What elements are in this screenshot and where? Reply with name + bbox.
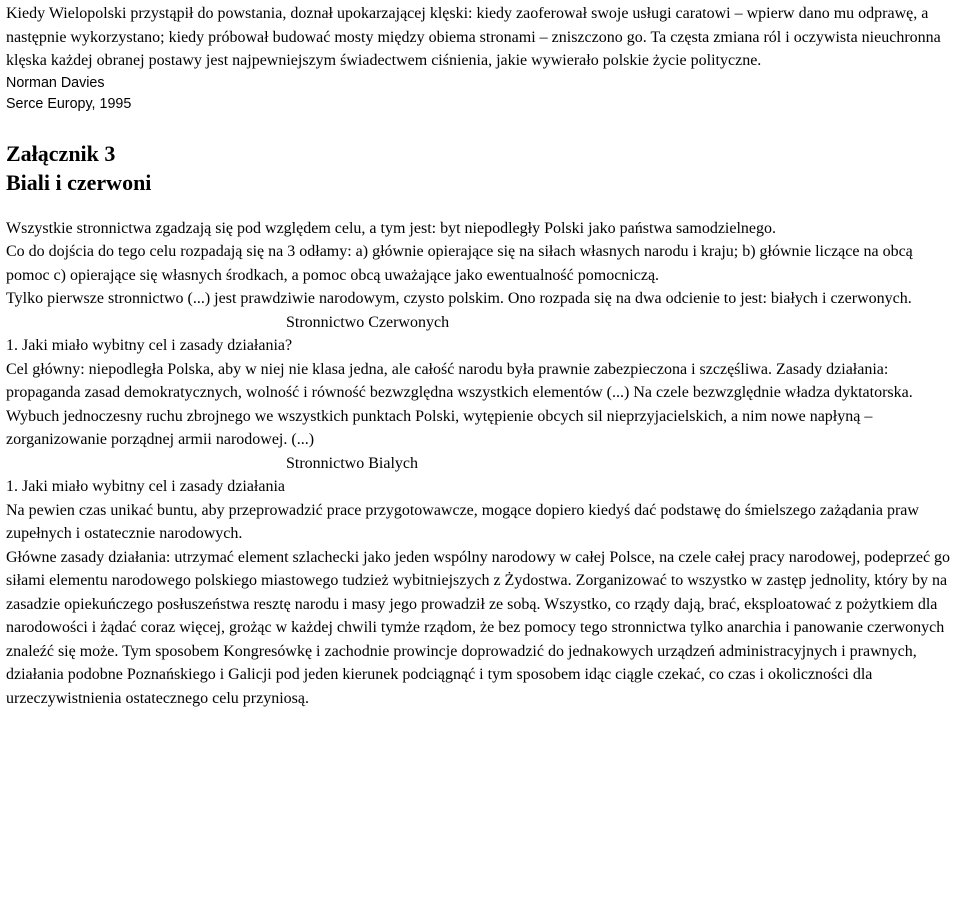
quote-source: Serce Europy, 1995 (6, 95, 132, 112)
reds-heading: Stronnictwo Czerwonych (286, 313, 450, 331)
whites-answer-2: Główne zasady działania: utrzymać element szlachecki jako jeden wspólny narodowy w całej Polsce, na czele całej pracy narodowej, podeprzeć go siłami elementu narodowego polskiego miastowego tudzież wybitniejszych z Żydostwa. Zorganizować to wszystko w zastęp jednolity, który by na zasadzie opiekuńczego posłuszeństwa resztę narodu i masy jego prowadził ze sobą. Wszystko, co rządy dają, brać, eksploatować z pożytkiem dla narodowości i żądać coraz więcej, grożąc w każdej chwili tymże rządom, że bez pomocy tego stronnictwa tylko anarchia i panowanie czerwonych znaleźć się może. Tym sposobem Kongresówkę i zachodnie prowincje doprowadzić do jednakowych urządzeń administracyjnych i prawnych, działania podobne Poznańskiego i Galicji pod jeden kierunek podciągnąć i tym sposobem idąc ciągle czekać, co czas i okoliczności dla urzeczywistnienia ostatecznego celu przyniosą. (6, 548, 951, 707)
quote-author: Norman Davies (6, 74, 105, 91)
appendix-label: Załącznik 3 (6, 140, 116, 166)
spacer (6, 115, 954, 139)
intro-paragraph: Kiedy Wielopolski przystąpił do powstania, doznał upokarzającej klęski: kiedy zaoferował swoje usługi caratowi – wpierw dano mu odprawę, a następnie wykorzystano; kiedy próbował budować mosty między obiema stronami – zniszczono go. Ta częsta zmiana ról i oczywista nieuchronna klęska każdej obranej postawy jest najpewniejszym świadectwem ciśnienia, jakie wywierało polskie życie polityczne. (6, 5, 941, 69)
reds-question: 1. Jaki miało wybitny cel i zasady działania? (6, 337, 293, 354)
spacer (6, 197, 954, 217)
whites-answer-1: Na pewien czas unikać buntu, aby przeprowadzić prace przygotowawcze, mogące dopiero kiedyś dać podstawę do śmielszego zażądania praw zupełnych i ostatecznie narodowych. (6, 501, 919, 542)
whites-heading: Stronnictwo Bialych (286, 454, 418, 472)
whites-question: 1. Jaki miało wybitny cel i zasady działania (6, 478, 286, 495)
reds-answer: Cel główny: niepodległa Polska, aby w niej nie klasa jedna, ale całość narodu była prawnie zabezpieczona i szczęśliwa. Zasady działania: propaganda zasad demokratycznych, wolność i równość bezwzględna wszystkich elementów (...) Na czele bezwzględnie władza dyktatorska. Wybuch jednoczesny ruchu zbrojnego we wszystkich punktach Polski, wytępienie obcych sil nieprzyjacielskich, a nim nowe napłyną – zorganizowanie porządnej armii narodowej. (...) (6, 360, 913, 448)
body-paragraph-2: Co do dojścia do tego celu rozpadają się na 3 odłamy: a) głównie opierające się na siłach własnych narodu i kraju; b) głównie liczące na obcą pomoc c) opierające się własnych środkach, a pomoc obcą uważające jako ewentualność pomocniczą. (6, 243, 913, 284)
body-paragraph-1: Wszystkie stronnictwa zgadzają się pod względem celu, a tym jest: byt niepodległy Polski jako państwa samodzielnego. (6, 219, 777, 237)
appendix-title: Biali i czerwoni (6, 169, 152, 195)
body-paragraph-3: Tylko pierwsze stronnictwo (...) jest prawdziwie narodowym, czysto polskim. Ono rozpada się na dwa odcienie to jest: białych i czerwonych. (6, 290, 912, 307)
